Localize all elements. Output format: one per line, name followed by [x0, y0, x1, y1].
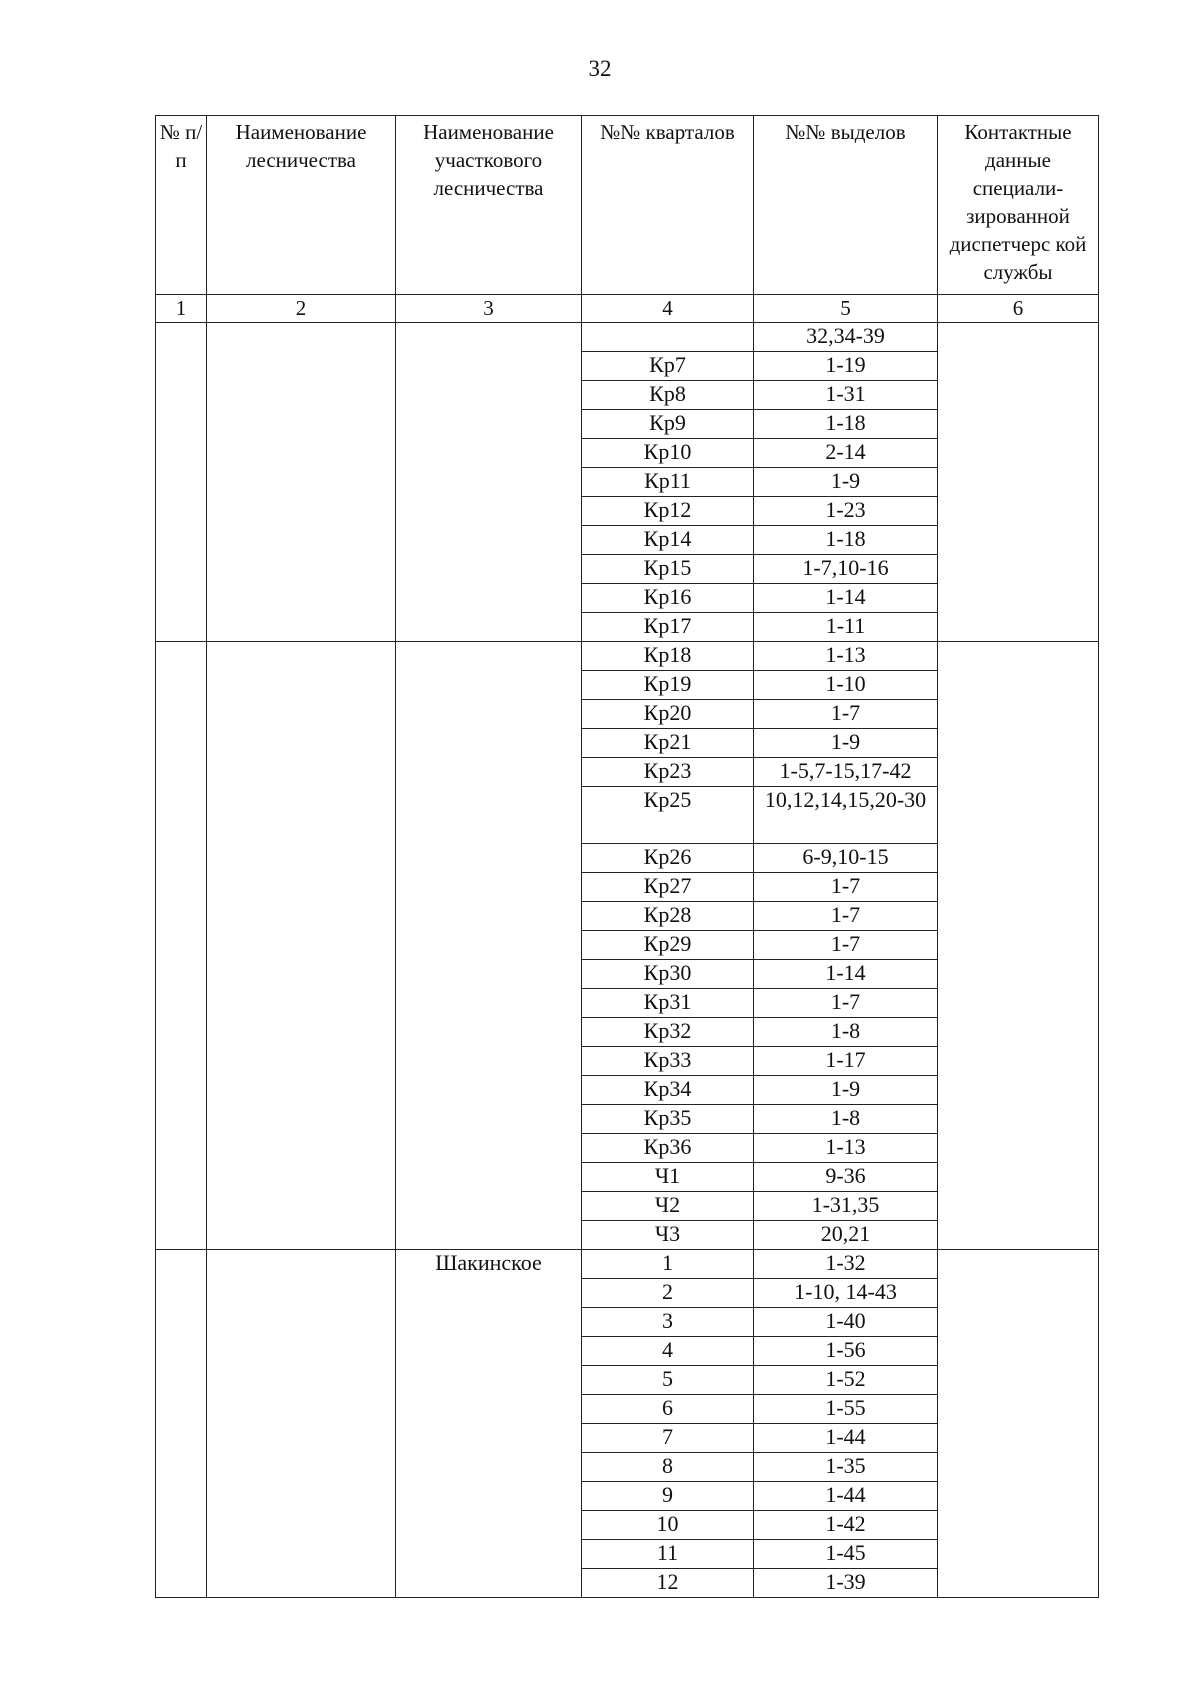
- quarter-cell: 10: [582, 1511, 754, 1540]
- sections-cell: 1-14: [754, 960, 938, 989]
- contacts-cell: [938, 642, 1099, 1250]
- sections-cell: 1-31,35: [754, 1192, 938, 1221]
- table-row: [156, 323, 1099, 352]
- forestry-table: [155, 115, 1099, 1598]
- sections-cell: 32,34-39: [754, 323, 938, 352]
- sections-cell: 1-52: [754, 1366, 938, 1395]
- quarter-cell: Кр14: [582, 526, 754, 555]
- sections-cell: 1-18: [754, 526, 938, 555]
- quarter-cell: Кр17: [582, 613, 754, 642]
- quarter-cell: Кр36: [582, 1134, 754, 1163]
- column-number: 3: [396, 295, 582, 323]
- quarter-cell: 9: [582, 1482, 754, 1511]
- sections-cell: 1-44: [754, 1482, 938, 1511]
- quarter-cell: Ч3: [582, 1221, 754, 1250]
- sections-cell: 9-36: [754, 1163, 938, 1192]
- quarter-cell: 11: [582, 1540, 754, 1569]
- sections-cell: 1-14: [754, 584, 938, 613]
- quarter-cell: 1: [582, 1250, 754, 1279]
- sections-cell: 1-18: [754, 410, 938, 439]
- header-contacts: Контактные данные специали-зированной диспетчерс кой службы: [938, 116, 1099, 295]
- table-row: [156, 1250, 1099, 1279]
- quarter-cell: Кр25: [582, 787, 754, 844]
- quarter-cell: Ч1: [582, 1163, 754, 1192]
- quarter-cell: 6: [582, 1395, 754, 1424]
- quarter-cell: Кр28: [582, 902, 754, 931]
- district-forestry-cell: [396, 642, 582, 1250]
- quarter-cell: Кр21: [582, 729, 754, 758]
- quarter-cell: Кр10: [582, 439, 754, 468]
- column-number: 2: [207, 295, 396, 323]
- quarter-cell: [582, 323, 754, 352]
- column-number-row: [156, 295, 1099, 323]
- quarter-cell: Кр33: [582, 1047, 754, 1076]
- district-forestry-cell: [396, 323, 582, 642]
- quarter-cell: 12: [582, 1569, 754, 1598]
- sections-cell: 1-9: [754, 1076, 938, 1105]
- column-number: 6: [938, 295, 1099, 323]
- sections-cell: 1-44: [754, 1424, 938, 1453]
- quarter-cell: Кр9: [582, 410, 754, 439]
- sections-cell: 1-7: [754, 902, 938, 931]
- sections-cell: 1-40: [754, 1308, 938, 1337]
- quarter-cell: 2: [582, 1279, 754, 1308]
- sections-cell: 1-55: [754, 1395, 938, 1424]
- quarter-cell: Кр34: [582, 1076, 754, 1105]
- header-sections: №№ выделов: [754, 116, 938, 295]
- sections-cell: 2-14: [754, 439, 938, 468]
- column-number: 5: [754, 295, 938, 323]
- sections-cell: 1-8: [754, 1105, 938, 1134]
- sections-cell: 20,21: [754, 1221, 938, 1250]
- quarter-cell: Ч2: [582, 1192, 754, 1221]
- header-district-forestry: Наименование участкового лесничества: [396, 116, 582, 295]
- row-number-cell: [156, 1250, 207, 1598]
- sections-cell: 1-10, 14-43: [754, 1279, 938, 1308]
- contacts-cell: [938, 323, 1099, 642]
- sections-cell: 1-7: [754, 931, 938, 960]
- quarter-cell: Кр27: [582, 873, 754, 902]
- quarter-cell: Кр26: [582, 844, 754, 873]
- row-number-cell: [156, 642, 207, 1250]
- table-row: [156, 642, 1099, 671]
- header-number: № п/п: [156, 116, 207, 295]
- sections-cell: 1-35: [754, 1453, 938, 1482]
- forestry-cell: [207, 1250, 396, 1598]
- quarter-cell: Кр23: [582, 758, 754, 787]
- forestry-cell: [207, 642, 396, 1250]
- sections-cell: 1-17: [754, 1047, 938, 1076]
- column-number: 1: [156, 295, 207, 323]
- quarter-cell: Кр7: [582, 352, 754, 381]
- quarter-cell: Кр29: [582, 931, 754, 960]
- quarter-cell: 3: [582, 1308, 754, 1337]
- quarter-cell: Кр15: [582, 555, 754, 584]
- quarter-cell: Кр12: [582, 497, 754, 526]
- quarter-cell: Кр30: [582, 960, 754, 989]
- sections-cell: 1-9: [754, 729, 938, 758]
- column-number: 4: [582, 295, 754, 323]
- sections-cell: 1-42: [754, 1511, 938, 1540]
- quarter-cell: 5: [582, 1366, 754, 1395]
- sections-cell: 1-7: [754, 989, 938, 1018]
- sections-cell: 1-10: [754, 671, 938, 700]
- quarter-cell: 4: [582, 1337, 754, 1366]
- quarter-cell: Кр18: [582, 642, 754, 671]
- quarter-cell: 7: [582, 1424, 754, 1453]
- sections-cell: 1-32: [754, 1250, 938, 1279]
- forestry-cell: [207, 323, 396, 642]
- sections-cell: 1-13: [754, 642, 938, 671]
- header-quarters: №№ кварталов: [582, 116, 754, 295]
- sections-cell: 1-11: [754, 613, 938, 642]
- sections-cell: 1-39: [754, 1569, 938, 1598]
- sections-cell: 1-45: [754, 1540, 938, 1569]
- sections-cell: 1-9: [754, 468, 938, 497]
- page-number: 32: [588, 56, 612, 81]
- sections-cell: 1-5,7-15,17-42: [754, 758, 938, 787]
- quarter-cell: Кр19: [582, 671, 754, 700]
- quarter-cell: Кр20: [582, 700, 754, 729]
- quarter-cell: Кр32: [582, 1018, 754, 1047]
- quarter-cell: 8: [582, 1453, 754, 1482]
- sections-cell: 1-56: [754, 1337, 938, 1366]
- sections-cell: 6-9,10-15: [754, 844, 938, 873]
- header-forestry: Наименование лесничества: [207, 116, 396, 295]
- sections-cell: 1-7: [754, 873, 938, 902]
- quarter-cell: Кр31: [582, 989, 754, 1018]
- quarter-cell: Кр11: [582, 468, 754, 497]
- sections-cell: 1-13: [754, 1134, 938, 1163]
- quarter-cell: Кр8: [582, 381, 754, 410]
- sections-cell: 10,12,14,15,20-30: [754, 787, 938, 844]
- sections-cell: 1-19: [754, 352, 938, 381]
- row-number-cell: [156, 323, 207, 642]
- sections-cell: 1-8: [754, 1018, 938, 1047]
- sections-cell: 1-7: [754, 700, 938, 729]
- header-row: [156, 116, 1099, 295]
- contacts-cell: [938, 1250, 1099, 1598]
- quarter-cell: Кр35: [582, 1105, 754, 1134]
- sections-cell: 1-7,10-16: [754, 555, 938, 584]
- sections-cell: 1-31: [754, 381, 938, 410]
- district-forestry-cell: Шакинское: [396, 1250, 582, 1598]
- sections-cell: 1-23: [754, 497, 938, 526]
- quarter-cell: Кр16: [582, 584, 754, 613]
